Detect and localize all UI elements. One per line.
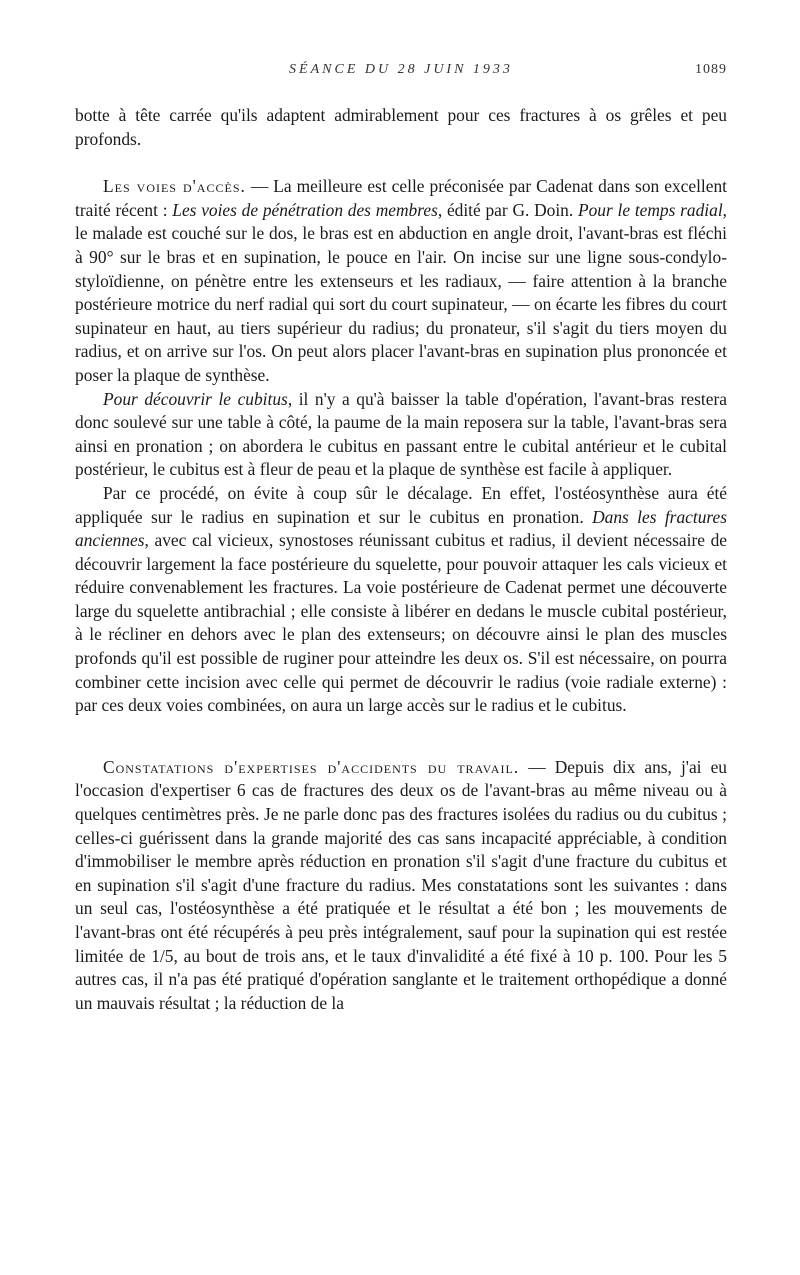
page-number: 1089 <box>695 62 727 77</box>
paragraph-access-routes <box>75 175 727 387</box>
paragraph-expertises <box>75 756 727 1016</box>
running-header <box>75 62 727 84</box>
paragraph-procedure <box>75 482 727 718</box>
section-heading-expertises: Constatations d'expertises d'accidents du travail. <box>103 756 520 777</box>
subheading-radial: Pour le temps radial <box>577 199 723 220</box>
paragraph-continuation <box>75 104 727 151</box>
paragraph-text: Par ce procédé, on évite à coup sûr le décalage. En effet, l'ostéosynthèse aura été appliquée sur le radius en supination et sur le cubitus en pronation. <box>75 482 727 527</box>
subheading-old-fractures: Dans les fractures anciennes <box>75 506 727 551</box>
paragraph-cubitus <box>75 388 727 482</box>
paragraph-text: , avec cal vicieux, synostoses réunissant cubitus et radius, il devient nécessaire de découvrir largement la face postérieure du squelette, pour pouvoir attaquer les cals vicieux et réduire convenablement les fractures. La voie postérieure de Cadenat permet une découverte large du squelette antibrachial ; elle consiste à libérer en dedans le muscle cubital postérieur, à le récliner en dehors avec le plan des extenseurs; on découvre ainsi le plan des muscles profonds qu'il est possible de ruginer pour atteindre les deux os. S'il est nécessaire, on pourra combiner cette incision avec celle qui permet de découvrir le radius (voie radiale externe) : par ces deux voies combinées, on aura un large accès sur le radius et le cubitus. <box>75 530 727 716</box>
journal-page <box>75 62 727 1262</box>
paragraph-text: , il n'y a qu'à baisser la table d'opération, l'avant-bras restera donc soulevé sur une table à côté, la paume de la main reposera sur la table, l'avant-bras sera ainsi en pronation ; on abordera le cubitus en passant entre le cubital antérieur et le cubital postérieur, le cubitus est à fleur de peau et la plaque de synthèse est facile à appliquer. <box>75 388 727 480</box>
header-title: SÉANCE DU 28 JUIN 1933 <box>289 62 513 77</box>
paragraph-text: — La meilleure est celle préconisée par Cadenat dans son excellent traité récent : <box>75 176 727 220</box>
section-heading-access: Les voies d'accès. <box>103 176 246 197</box>
paragraph-text: , le malade est couché sur le dos, le bras est en abduction en angle droit, l'avant-bras est fléchi à 90° sur le bras et en supination, le pouce en l'air. On incise sur une ligne sous-condylo-styloïdienne, on pénètre entre les extenseurs et les radiaux, — faire attention à la branche postérieure motrice du nerf radial qui sort du court supinateur, — on écarte les fibres du court supinateur en haut, au tiers supérieur du radius; du pronateur, s'il s'agit du tiers moyen du radius, et on arrive sur l'os. On peut alors placer l'avant-bras en supination plus prononcée et poser la plaque de synthèse. <box>75 199 728 385</box>
paragraph-text: , édité par G. Doin. <box>437 199 578 220</box>
paragraph-text: — Depuis dix ans, j'ai eu l'occasion d'expertiser 6 cas de fractures des deux os de l'avant-bras au même niveau ou à quelques centimètres près. Je ne parle donc pas des fractures isolées du radius ou du cubitus ; celles-ci guérissent dans la grande majorité des cas sans incapacité appréciable, à condition d'immobiliser le membre après réduction en pronation s'il s'agit d'une fracture du cubitus et en supination s'il s'agit d'une fracture du radius. Mes constatations sont les suivantes : dans un seul cas, l'ostéosynthèse a été pratiquée et le résultat a été bon ; les mouvements de l'avant-bras ont été récupérés à peu près intégralement, sauf pour la supination qui est restée limitée de 1/5, au bout de trois ans, et le taux d'invalidité a été fixé à 10 p. 100. Pour les 5 autres cas, il n'a pas été pratiqué d'opération sanglante et le traitement orthopédique a donné un mauvais résultat ; la réduction de la <box>75 756 727 1013</box>
book-title: Les voies de pénétration des membres <box>172 199 438 220</box>
subheading-cubitus: Pour découvrir le cubitus <box>103 388 288 409</box>
paragraph-text: botte à tête carrée qu'ils adaptent admirablement pour ces fractures à os grêles et peu profonds. <box>75 105 727 149</box>
body-text <box>75 104 727 1015</box>
